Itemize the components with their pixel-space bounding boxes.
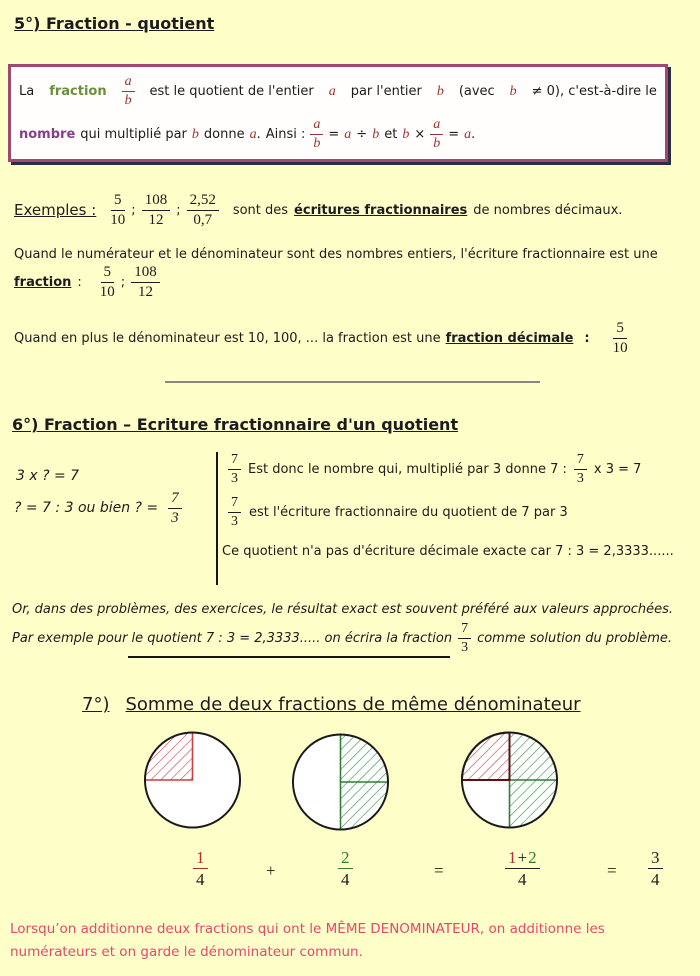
multiplication-sign: × xyxy=(414,127,426,142)
equation-3x-line: 3 x ? = 7 xyxy=(16,468,80,484)
fraction-decimale-term: fraction décimale xyxy=(445,330,574,346)
denominator: 3 xyxy=(171,509,179,526)
text-line: Quand le numérateur et le dénominateur sont des nombres entiers, l'écriture fractionnaire est une xyxy=(14,247,658,262)
fraction-examples-line xyxy=(14,264,690,301)
fraction-1-4 xyxy=(193,848,208,889)
text-run: La xyxy=(19,84,35,99)
separator: ; xyxy=(120,274,126,290)
pie-diagram-three-quarters-red-green xyxy=(459,729,560,831)
denominator: 3 xyxy=(461,639,469,655)
fraction-a-over-b xyxy=(122,74,135,108)
fraction-5-10 xyxy=(110,192,125,229)
text-run: . xyxy=(256,126,261,142)
emphasis-underline xyxy=(128,656,450,658)
text-run: sont des xyxy=(232,202,289,218)
paragraph-entiers xyxy=(14,247,690,301)
text-run: . xyxy=(471,126,476,142)
quotient-explanation-line1 xyxy=(228,452,641,486)
fraction-5-10 xyxy=(613,320,628,357)
numerator: a xyxy=(310,117,323,135)
fraction-5-10 xyxy=(100,264,115,301)
vertical-divider-line xyxy=(216,452,218,585)
separator: ; xyxy=(131,202,136,218)
text-run: qui multiplié par xyxy=(80,127,187,142)
text-run: Quand en plus le dénominateur est 10, 100, ... la fraction est une xyxy=(14,330,441,346)
fraction-7-3 xyxy=(168,490,182,527)
plus-sign: + xyxy=(517,848,528,867)
text-run: comme solution du problème. xyxy=(477,630,673,646)
text-run: et xyxy=(384,127,398,142)
fraction-a-over-b xyxy=(310,117,323,151)
equals-sign: = xyxy=(328,127,340,142)
denominator: 12 xyxy=(137,283,153,300)
fraction-3-4 xyxy=(648,848,663,889)
plus-sign: + xyxy=(266,861,276,880)
paragraph-fraction-decimale xyxy=(14,320,628,357)
numerator xyxy=(505,848,540,869)
red-numeral: 1 xyxy=(508,848,517,867)
math-var-a: a xyxy=(344,126,352,142)
fraction-108-12 xyxy=(142,192,171,229)
numerator: 7 xyxy=(228,495,241,513)
denominator: 4 xyxy=(518,870,527,890)
numerator: 5 xyxy=(101,264,115,283)
pie-svg xyxy=(290,731,391,833)
rule-note-pink: Lorsqu’on additionne deux fractions qui ont le MÊME DENOMINATEUR, on additionne les numérateurs et on garde le dénominateur commun. xyxy=(10,921,605,960)
section7-title xyxy=(82,694,581,715)
equals-sign: = xyxy=(448,127,460,142)
examples-label: Exemples : xyxy=(14,201,97,220)
text-run xyxy=(464,127,475,143)
text-run: ? = 7 : 3 ou bien ? = xyxy=(14,500,159,517)
definition-line1 xyxy=(19,70,657,113)
ecritures-fractionnaires-term: écritures fractionnaires xyxy=(294,202,468,218)
section7-heading-text: Somme de deux fractions de même dénominateur xyxy=(125,694,581,715)
text-run: x 3 = 7 xyxy=(593,461,642,477)
denominator: 3 xyxy=(576,470,584,486)
pie-svg xyxy=(142,729,243,831)
numerator: 7 xyxy=(228,452,241,470)
math-var-b: b xyxy=(402,126,410,142)
fraction-term: fraction xyxy=(14,274,72,290)
pie-svg xyxy=(459,729,560,831)
colon: : xyxy=(77,274,82,290)
denominator: b xyxy=(124,93,132,108)
section-divider-line xyxy=(165,381,540,383)
numerator: 108 xyxy=(142,192,171,211)
numerator: 2 xyxy=(338,848,353,869)
separator: ; xyxy=(176,202,181,218)
equals-sign: = xyxy=(607,861,617,880)
text-run xyxy=(250,127,261,143)
fraction-word-highlight: fraction xyxy=(49,84,107,99)
denominator: 10 xyxy=(612,339,628,356)
denominator: b xyxy=(313,136,321,151)
equals-sign: = xyxy=(434,861,444,880)
numerator: a xyxy=(122,74,135,92)
denominator: 0,7 xyxy=(193,211,213,228)
fraction-a-over-b xyxy=(430,117,443,151)
text-run: donne xyxy=(203,127,245,142)
fraction-7-3 xyxy=(574,452,587,486)
text-run: (avec xyxy=(458,84,495,99)
section7-number: 7°) xyxy=(82,694,110,715)
green-numeral: 2 xyxy=(528,848,537,867)
text-run: ≠ 0), c'est-à-dire le xyxy=(531,84,657,99)
numerator: 7 xyxy=(168,490,182,509)
section6-title: 6°) Fraction – Ecriture fractionnaire d'un quotient xyxy=(12,415,459,434)
math-var-b: b xyxy=(509,83,517,99)
text-run: par l'entier xyxy=(350,84,422,99)
section5-title: 5°) Fraction - quotient xyxy=(14,14,215,33)
text-run: est le quotient de l'entier xyxy=(149,84,314,99)
quotient-explanation-line2 xyxy=(228,495,568,529)
numerator: 108 xyxy=(131,264,160,283)
fraction-1-plus-2-over-4 xyxy=(505,848,540,889)
denominator: 3 xyxy=(231,470,238,486)
math-var-b: b xyxy=(191,126,199,142)
text-run: Par exemple pour le quotient 7 : 3 = 2,3333..... on écrira la fraction xyxy=(12,630,453,646)
fraction-2-4 xyxy=(338,848,353,889)
math-var-a: a xyxy=(328,83,336,99)
numerator: 5 xyxy=(111,192,125,211)
nombre-word-highlight: nombre xyxy=(19,127,76,142)
definition-box xyxy=(8,64,668,162)
pie-diagram-two-quarters-green xyxy=(290,731,391,833)
fraction-108-12 xyxy=(131,264,160,301)
denominator: 4 xyxy=(651,870,660,890)
denominator: 4 xyxy=(196,870,205,890)
numerator: 7 xyxy=(458,621,471,639)
numerator: a xyxy=(430,117,443,135)
denominator: 3 xyxy=(231,513,238,529)
equation-solution-line xyxy=(14,490,182,527)
denominator: 4 xyxy=(341,870,350,890)
math-var-b: b xyxy=(436,83,444,99)
examples-row xyxy=(14,192,622,229)
text-run: est l'écriture fractionnaire du quotient de 7 par 3 xyxy=(249,504,568,520)
denominator: 10 xyxy=(110,211,126,228)
math-var-a: a xyxy=(464,126,472,142)
math-var-b: b xyxy=(372,126,380,142)
numerator: 7 xyxy=(574,452,587,470)
fraction-sum-equation xyxy=(0,848,700,912)
denominator: 10 xyxy=(99,283,115,300)
numerator: 5 xyxy=(613,320,627,339)
exact-result-note-line1: Or, dans des problèmes, des exercices, le résultat exact est souvent préféré aux valeurs approchées. xyxy=(12,602,674,617)
colon: : xyxy=(584,330,590,346)
division-sign: ÷ xyxy=(356,127,368,142)
text-run: Est donc le nombre qui, multiplié par 3 donne 7 : xyxy=(248,461,567,477)
definition-line2 xyxy=(19,113,657,156)
numerator: 2,52 xyxy=(187,192,219,211)
fraction-7-3 xyxy=(228,452,241,486)
numerator: 1 xyxy=(193,848,208,869)
numerator: 3 xyxy=(648,848,663,869)
fraction-2-52-0-7 xyxy=(187,192,219,229)
exact-result-note-line2 xyxy=(12,621,672,655)
text-run: de nombres décimaux. xyxy=(473,202,623,218)
denominator: 12 xyxy=(148,211,164,228)
denominator: b xyxy=(433,136,441,151)
quotient-decimal-note: Ce quotient n'a pas d'écriture décimale exacte car 7 : 3 = 2,3333...... xyxy=(222,544,674,559)
math-var-a: a xyxy=(249,126,257,142)
fraction-7-3 xyxy=(458,621,471,655)
text-run: Ainsi : xyxy=(265,127,306,142)
fraction-7-3 xyxy=(228,495,241,529)
pie-diagram-one-quarter-red xyxy=(142,729,243,831)
